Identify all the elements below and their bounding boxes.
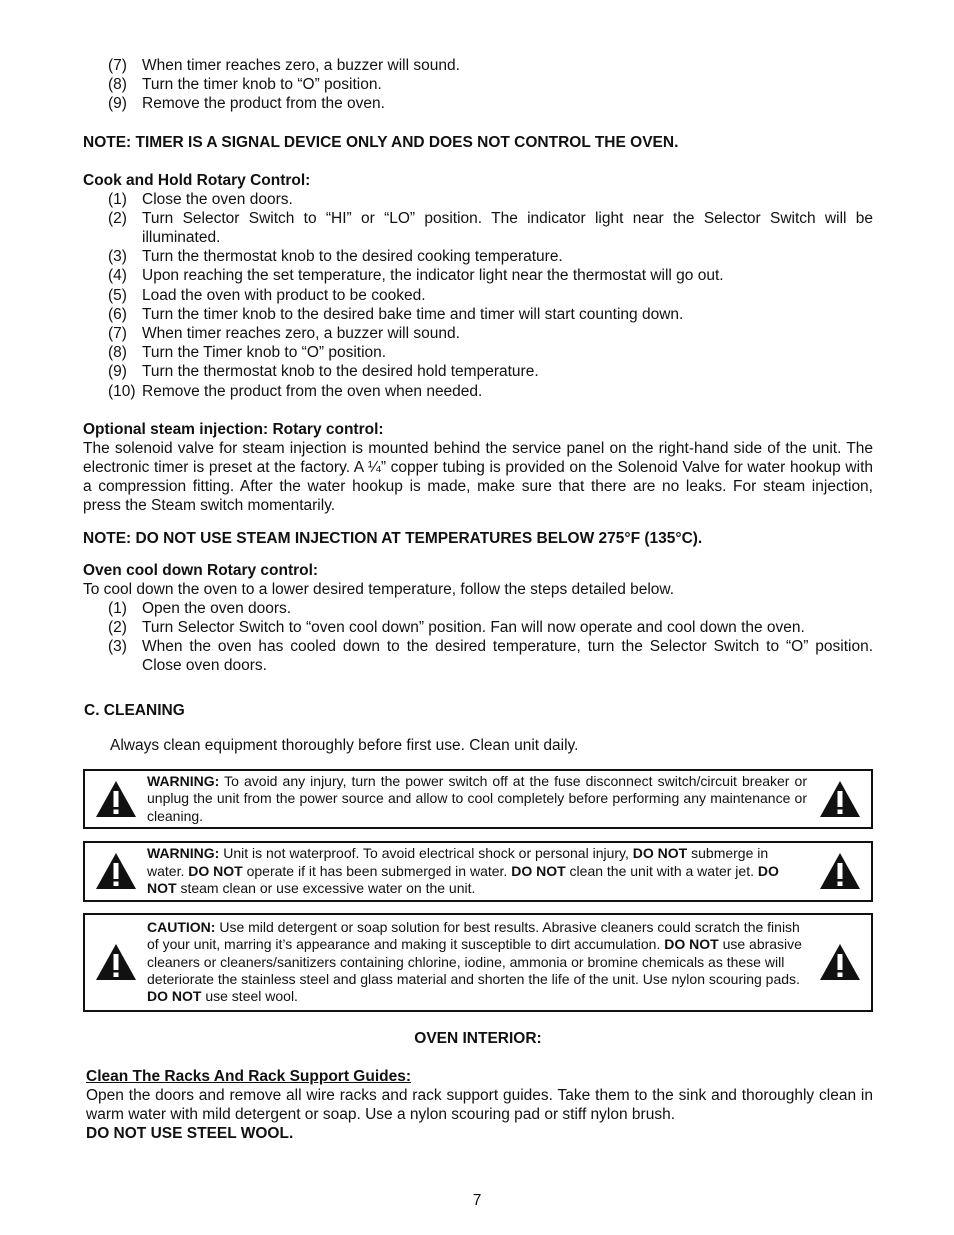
steam-heading: Optional steam injection: Rotary control: <box>83 420 384 438</box>
oven-interior-section <box>83 1067 873 1144</box>
list-item: (2) Turn Selector Switch to “oven cool down” position. Fan will now operate and cool down the oven. <box>108 619 805 637</box>
warning-icon <box>809 943 871 981</box>
list-item: (3) Turn the thermostat knob to the desired cooking temperature. <box>108 248 563 266</box>
list-item: (9) Remove the product from the oven. <box>108 95 385 113</box>
warning-text: WARNING: To avoid any injury, turn the power switch off at the fuse disconnect switch/circuit breaker or unplug the unit from the power source and allow to cool completely before performing any maintenance or cleaning. <box>147 772 807 824</box>
cleaning-heading: C. CLEANING <box>84 701 185 719</box>
cool-down-steps-list <box>83 599 873 676</box>
list-item: (2) Turn Selector Switch to “HI” or “LO” position. The indicator light near the Selector Switch will be illuminated. <box>108 209 873 247</box>
list-item: (7) When timer reaches zero, a buzzer will sound. <box>108 57 460 74</box>
timer-note: NOTE: TIMER IS A SIGNAL DEVICE ONLY AND DOES NOT CONTROL THE OVEN. <box>83 133 679 151</box>
caution-box <box>83 913 873 1012</box>
cool-down-intro: To cool down the oven to a lower desired temperature, follow the steps detailed below. <box>83 580 675 598</box>
cook-hold-steps-list <box>83 190 873 401</box>
cook-hold-heading: Cook and Hold Rotary Control: <box>83 171 311 189</box>
steam-paragraph: The solenoid valve for steam injection is mounted behind the service panel on the right-hand side of the unit. The electronic timer is preset at the factory. A ¼” copper tubing is provided on the Solenoid Valve for water hookup with a compression fitting. After the water hookup is made, make sure that there are no leaks. For steam injection, press the Steam switch momentarily. <box>83 439 873 515</box>
warning-box <box>83 769 873 829</box>
oven-interior-heading: OVEN INTERIOR: <box>414 1029 542 1047</box>
warning-icon <box>85 780 147 818</box>
page-number: 7 <box>472 1192 482 1209</box>
cleaning-intro: Always clean equipment thoroughly before first use. Clean unit daily. <box>110 736 579 754</box>
warning-text: WARNING: Unit is not waterproof. To avoid electrical shock or personal injury, DO NOT submerge in water. DO NOT operate if it has been submerged in water. DO NOT clean the unit with a water jet. DO NOT steam clean or use excessive water on the unit. <box>147 845 779 897</box>
list-item: (10) Remove the product from the oven when needed. <box>108 382 483 400</box>
warning-icon <box>809 780 871 818</box>
list-item: (4) Upon reaching the set temperature, the indicator light near the thermostat will go out. <box>108 267 724 285</box>
warning-icon <box>809 852 871 890</box>
list-item: (1) Open the oven doors. <box>108 599 292 617</box>
list-item: (1) Close the oven doors. <box>108 190 293 208</box>
manual-page <box>83 56 873 1143</box>
list-item: (8) Turn the timer knob to “O” position. <box>108 76 382 94</box>
list-item: (6) Turn the timer knob to the desired bake time and timer will start counting down. <box>108 305 684 323</box>
caution-text: CAUTION: Use mild detergent or soap solution for best results. Abrasive cleaners could scratch the finish of your unit, marring it’s appearance and making it susceptible to dirt accumulation. DO NOT use abrasive cleaners or cleaners/sanitizers containing chlorine, iodine, ammonia or bromine chemicals as these will deteriorate the stainless steel and glass material and shorten the life of the unit. Use nylon scouring pads. DO NOT use steel wool. <box>147 918 802 1005</box>
list-item: (8) Turn the Timer knob to “O” position. <box>108 344 387 362</box>
list-item: (5) Load the oven with product to be cooked. <box>108 286 426 304</box>
waterproof-warning-box <box>83 841 873 902</box>
warning-icon <box>85 943 147 981</box>
list-item: (9) Turn the thermostat knob to the desired hold temperature. <box>108 363 539 381</box>
list-item: (3) When the oven has cooled down to the desired temperature, turn the Selector Switch to “O” position. Close oven doors. <box>108 638 873 675</box>
cool-down-heading: Oven cool down Rotary control: <box>83 561 319 579</box>
timer-steps-list <box>83 56 873 114</box>
racks-subheading: Clean The Racks And Rack Support Guides: <box>86 1067 411 1085</box>
racks-paragraph: Open the doors and remove all wire racks and rack support guides. Take them to the sink and thoroughly clean in warm water with mild detergent or soap. Use a nylon scouring pad or stiff nylon brush. <box>86 1086 873 1124</box>
list-item: (7) When timer reaches zero, a buzzer will sound. <box>108 325 460 343</box>
steam-note: NOTE: DO NOT USE STEAM INJECTION AT TEMPERATURES BELOW 275°F (135°C). <box>83 529 703 547</box>
warning-icon <box>85 852 147 890</box>
steel-wool-warning: DO NOT USE STEEL WOOL. <box>86 1125 294 1143</box>
